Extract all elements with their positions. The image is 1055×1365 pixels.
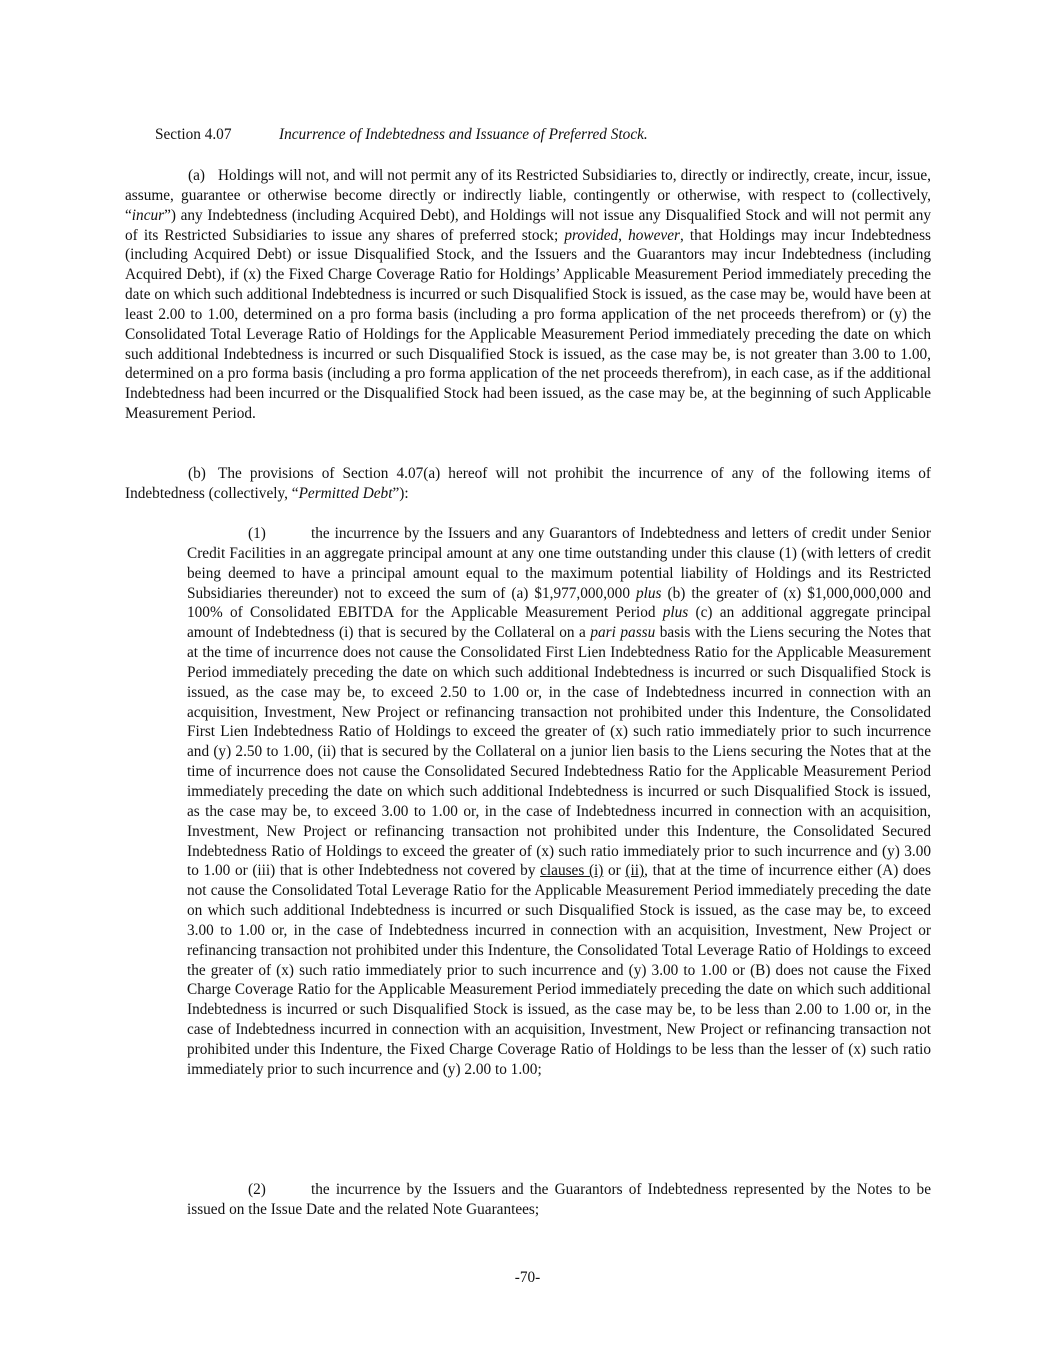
paragraph-a [125,166,931,424]
page-number: -70- [514,1269,541,1286]
paragraph-b-text: The provisions of Section 4.07(a) hereof will not prohibit the incurrence of any of the following items of Indebtedness (collectively, “ [125,465,931,502]
paragraph-b-label: (b) [188,465,206,482]
clause-1-text: , that at the time of incurrence either (A) does not cause the Consolidated Total Leverage Ratio for the Applicable Measurement Period immediately preceding the date on which such additional Indebtedness is incurred or such Disqualified Stock is issued, as the case may be, to exceed 3.00 to 1.00 or, in the case of Indebtedness incurred in connection with an acquisition, Investment, New Project or refinancing transaction not prohibited under this Indenture, the Consolidated Total Leverage Ratio of Holdings to exceed the greater of (x) such ratio immediately prior to such incurrence and (y) 3.00 to 1.00 or (B) does not cause the Fixed Charge Coverage Ratio for the Applicable Measurement Period immediately preceding the date on which such additional Indebtedness is incurred or such Disqualified Stock is issued, as the case may be, to be less than 2.00 to 1.00 or, in the case of Indebtedness incurred in connection with an acquisition, Investment, New Project or refinancing transaction not prohibited under this Indenture, the Fixed Charge Coverage Ratio of Holdings to be less than the lesser of (x) such ratio immediately prior to such incurrence and (y) 2.00 to 1.00; [187,862,931,1078]
paragraph-b-text: ”): [392,484,409,502]
clause-2-text: the incurrence by the Issuers and the Guarantors of Indebtedness represented by the Notes to be issued on the Issue Date and the related Note Guarantees; [187,1181,931,1218]
paragraph-a-text: , [618,226,629,244]
term-pari-passu: pari passu [590,624,656,642]
clause-1-text: basis with the Liens securing the Notes that at the time of incurrence does not cause the Consolidated First Lien Indebtedness Ratio for the Applicable Measurement Period immediately preceding the date on which such additional Indebtedness is incurred or such Disqualified Stock is issued, as the case may be, to exceed 2.50 to 1.00 or, in the case of Indebtedness incurred in connection with an acquisition, Investment, New Project or refinancing transaction not prohibited under this Indenture, the Consolidated First Lien Indebtedness Ratio of Holdings to exceed the greater of (x) such ratio immediately prior to such incurrence and (y) 2.50 to 1.00, (ii) that is secured by the Collateral on a junior lien basis to the Liens securing the Notes that at the time of incurrence does not cause the Consolidated Secured Indebtedness Ratio for the Applicable Measurement Period immediately preceding the date on which such additional Indebtedness is incurred or such Disqualified Stock is issued, as the case may be, to exceed 3.00 to 1.00 or, in the case of Indebtedness incurred in connection with an acquisition, Investment, New Project or refinancing transaction not prohibited under this Indenture, the Consolidated Secured Indebtedness Ratio of Holdings to exceed the greater of (x) such ratio immediately prior to such incurrence and (y) 3.00 to 1.00 or (iii) that is other Indebtedness not covered by [187,624,931,880]
paragraph-b [125,464,931,504]
clause-1-text: (c) an additional aggregate principal amount of Indebtedness (i) that is secured by the Collateral on a [187,604,931,642]
paragraph-a-text: ”) any Indebtedness (including Acquired Debt), and Holdings will not issue any Disqualified Stock and will not permit any of its Restricted Subsidiaries to issue any shares of preferred stock; [125,206,931,244]
term-plus: plus [662,604,689,622]
term-provided: provided [564,226,619,244]
clause-1-label: (1) [248,525,266,542]
clause-2 [187,1180,931,1220]
clause-reference-ii: (ii) [625,862,645,880]
section-number: Section 4.07 [155,126,232,143]
term-incur: incur [131,206,165,224]
section-title: Incurrence of Indebtedness and Issuance of Preferred Stock. [279,126,648,143]
clause-1-text: the incurrence by the Issuers and any Guarantors of Indebtedness and letters of credit under Senior Credit Facilities in an aggregate principal amount at any one time outstanding under this clause (1) (with letters of credit being deemed to have a principal amount equal to the maximum potential liability of Holdings and its Restricted Subsidiaries thereunder) not to exceed the sum of (a) $1,977,000,000 [187,525,931,602]
clause-1-text: or [603,862,626,880]
paragraph-a-text: Holdings will not, and will not permit any of its Restricted Subsidiaries to, directly or indirectly, create, incur, issue, assume, guarantee or otherwise become directly or indirectly liable, contingently or otherwise, with respect to (collectively, “ [125,167,931,224]
paragraph-a-text: , that Holdings may incur Indebtedness (including Acquired Debt) or issue Disqualified Stock, and the Issuers and the Guarantors may incur Indebtedness (including Acquired Debt), if (x) the Fixed Charge Coverage Ratio for Holdings’ Applicable Measurement Period immediately preceding the date on which such additional Indebtedness is incurred or such Disqualified Stock is issued, as the case may be, would have been at least 2.00 to 1.00, determined on a pro forma basis (including a pro forma application of the net proceeds therefrom) or (y) the Consolidated Total Leverage Ratio of Holdings for the Applicable Measurement Period immediately preceding the date on which such additional Indebtedness is incurred or such Disqualified Stock is issued, as the case may be, is not greater than 3.00 to 1.00, determined on a pro forma basis (including a pro forma application of the net proceeds therefrom), in each case, as if the additional Indebtedness had been incurred or the Disqualified Stock had been issued, as the case may be, at the beginning of such Applicable Measurement Period. [125,226,931,423]
clause-1 [187,524,931,1080]
section-heading [155,125,648,145]
term-plus: plus [636,584,662,602]
clause-2-label: (2) [248,1181,266,1198]
clause-reference-i: clauses (i) [540,862,604,880]
paragraph-a-label: (a) [188,167,205,184]
term-however: however [628,226,680,244]
clause-1-text: (b) the greater of (x) $1,000,000,000 and 100% of Consolidated EBITDA for the Applicable Measurement Period [187,584,931,622]
term-permitted-debt: Permitted Debt [298,484,393,502]
